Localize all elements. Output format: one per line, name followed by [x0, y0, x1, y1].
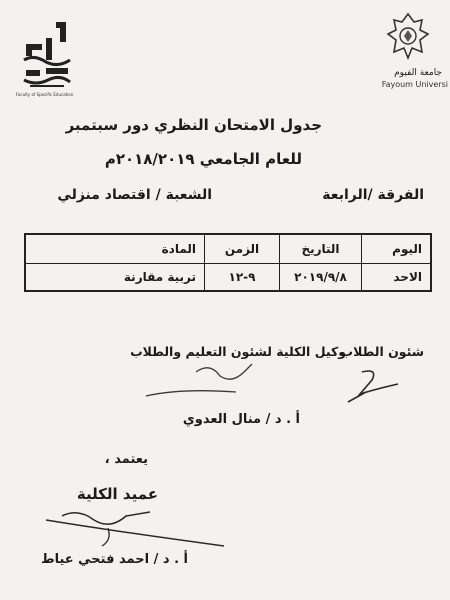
cell-time: ٩-١٢: [205, 264, 280, 292]
grade-level: الفرقة /الرابعة: [322, 187, 424, 203]
student-affairs-label: شئون الطلاب: [340, 344, 424, 359]
cell-day: الاحد: [362, 264, 432, 292]
header-day: اليوم: [362, 234, 432, 264]
vice-dean-title: وكيل الكلية لشئون التعليم والطلاب: [130, 344, 346, 359]
vice-dean-name: أ . د / منال العدوي: [182, 412, 300, 427]
academic-year: للعام الجامعي ٢٠١٨/٢٠١٩م: [104, 150, 302, 168]
faculty-caption: Faculty of Specific Education: [16, 92, 74, 97]
branch: الشعبة / اقتصاد منزلي: [57, 187, 212, 203]
dean-title: عميد الكلية: [76, 485, 158, 503]
cell-subject: تربية مقارنة: [25, 264, 205, 292]
dean-name: أ . د / احمد فتحي عياط: [41, 552, 188, 567]
document-title: جدول الامتحان النظري دور سبتمبر: [65, 116, 322, 134]
university-name-en: Fayoum Universi: [381, 80, 448, 89]
header-subject: المادة: [25, 234, 205, 264]
approval-label: يعتمد ،: [104, 452, 148, 467]
header-date: التاريخ: [280, 234, 362, 264]
cell-date: ٢٠١٩/٩/٨: [280, 264, 362, 292]
university-name-ar: جامعة الفيوم: [394, 68, 442, 78]
header-time: الزمن: [205, 234, 280, 264]
